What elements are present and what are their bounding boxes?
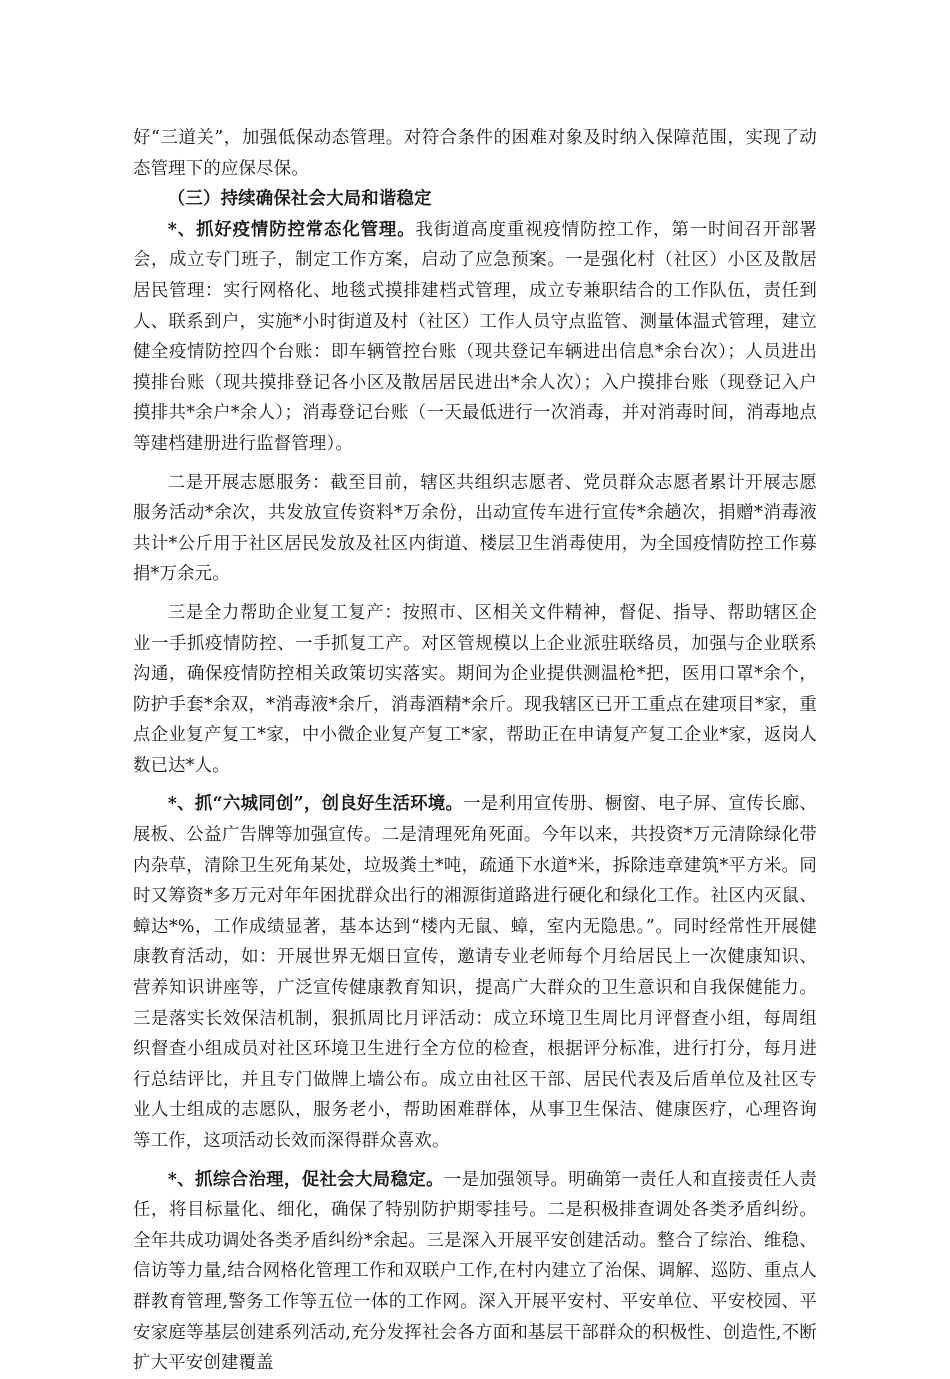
item-title-governance: *、抓综合治理，促社会大局稳定。 xyxy=(167,1169,444,1190)
paragraph-city xyxy=(133,789,817,1156)
paragraph-governance xyxy=(133,1165,817,1379)
paragraph-enterprise: 三是全力帮助企业复工复产：按照市、区相关文件精神，督促、指导、帮助辖区企业一手抓疫情防控、一手抓复工产。对区管规模以上企业派驻联络员，加强与企业联系沟通，确保疫情防控相关政策切实落实。期间为企业提供测温枪*把，医用口罩*余个，防护手套*余双，*消毒液*余斤，消毒酒精*余斤。现我辖区已开工重点在建项目*家，重点企业复产复工*家，中小微企业复产复工*家，帮助正在申请复产复工企业*家，返岗人数已达*人。 xyxy=(133,602,817,776)
item-body-governance: 一是加强领导。明确第一责任人和直接责任人责任，将目标量化、细化，确保了特别防护期零挂号。二是积极排查调处各类矛盾纠纷。全年共成功调处各类矛盾纠纷*余起。三是深入开展平安创建活动。整合了综治、维稳、信访等力量,结合网格化管理工作和双联户工作,在村内建立了治保、调解、巡防、重点人群教育管理,警务工作等五位一体的工作网。深入开展平安村、平安单位、平安校园、平安家庭等基层创建系列活动,充分发挥社会各方面和基层干部群众的积极性、创造性,不断扩大平安创建覆盖 xyxy=(133,1169,818,1374)
item-title-city: *、抓“六城同创”，创良好生活环境。 xyxy=(167,794,464,815)
item-body-epidemic: 我街道高度重视疫情防控工作，第一时间召开部署会，成立专门班子，制定工作方案，启动了应急预案。一是强化村（社区）小区及散居居民管理：实行网格化、地毯式摸排建档式管理，成立专兼职结合的工作队伍，责任到人、联系到户，实施*小时街道及村（社区）工作人员守点监管、测量体温式管理，建立健全疫情防控四个台账：即车辆管控台账（现共登记车辆进出信息*余台次）；人员进出摸排台账（现共摸排登记各小区及散居居民进出*余人次）；入户摸排台账（现登记入户摸排共*余户*余人）；消毒登记台账（一天最低进行一次消毒，并对消毒时间，消毒地点等建档建册进行监督管理）。 xyxy=(133,219,817,454)
item-title-epidemic: *、抓好疫情防控常态化管理。 xyxy=(167,219,416,240)
paragraph-epidemic xyxy=(133,215,817,460)
paragraph-volunteer: 二是开展志愿服务：截至目前，辖区共组织志愿者、党员群众志愿者累计开展志愿服务活动*余次，共发放宣传资料*万余份，出动宣传车进行宣传*余趟次，捐赠*消毒液共计*公斤用于社区居民发放及社区内街道、楼层卫生消毒使用，为全国疫情防控工作募捐*万余元。 xyxy=(133,472,817,585)
paragraph-continued: 好“三道关”，加强低保动态管理。对符合条件的困难对象及时纳入保障范围，实现了动态管理下的应保尽保。 xyxy=(133,128,817,179)
item-body-city: 一是利用宣传册、橱窗、电子屏、宣传长廊、展板、公益广告牌等加强宣传。二是清理死角死面。今年以来，共投资*万元清除绿化带内杂草，清除卫生死角某处，垃圾粪土*吨，疏通下水道*米，拆除违章建筑*平方米。同时又筹资*多万元对年年困扰群众出行的湘源街道路进行硬化和绿化工作。社区内灭鼠、蟑达*%，工作成绩显著，基本达到“楼内无鼠、蟑，室内无隐患。”。同时经常性开展健康教育活动，如：开展世界无烟日宣传，邀请专业老师每个月给居民上一次健康知识、营养知识讲座等，广泛宣传健康教育知识，提高广大群众的卫生意识和自我保健能力。三是落实长效保洁机制，狠抓周比月评活动：成立环境卫生周比月评督查小组，每周组织督查小组成员对社区环境卫生进行全方位的检查，根据评分标准，进行打分，每月进行总结评比，并且专门做牌上墙公布。成立由社区干部、居民代表及后盾单位及社区专业人士组成的志愿队，服务老小，帮助困难群体，从事卫生保洁、健康医疗，心理咨询等工作，这项活动长效而深得群众喜欢。 xyxy=(133,794,817,1151)
section-heading: （三）持续确保社会大局和谐稳定 xyxy=(167,189,432,210)
document-body xyxy=(133,123,817,1379)
